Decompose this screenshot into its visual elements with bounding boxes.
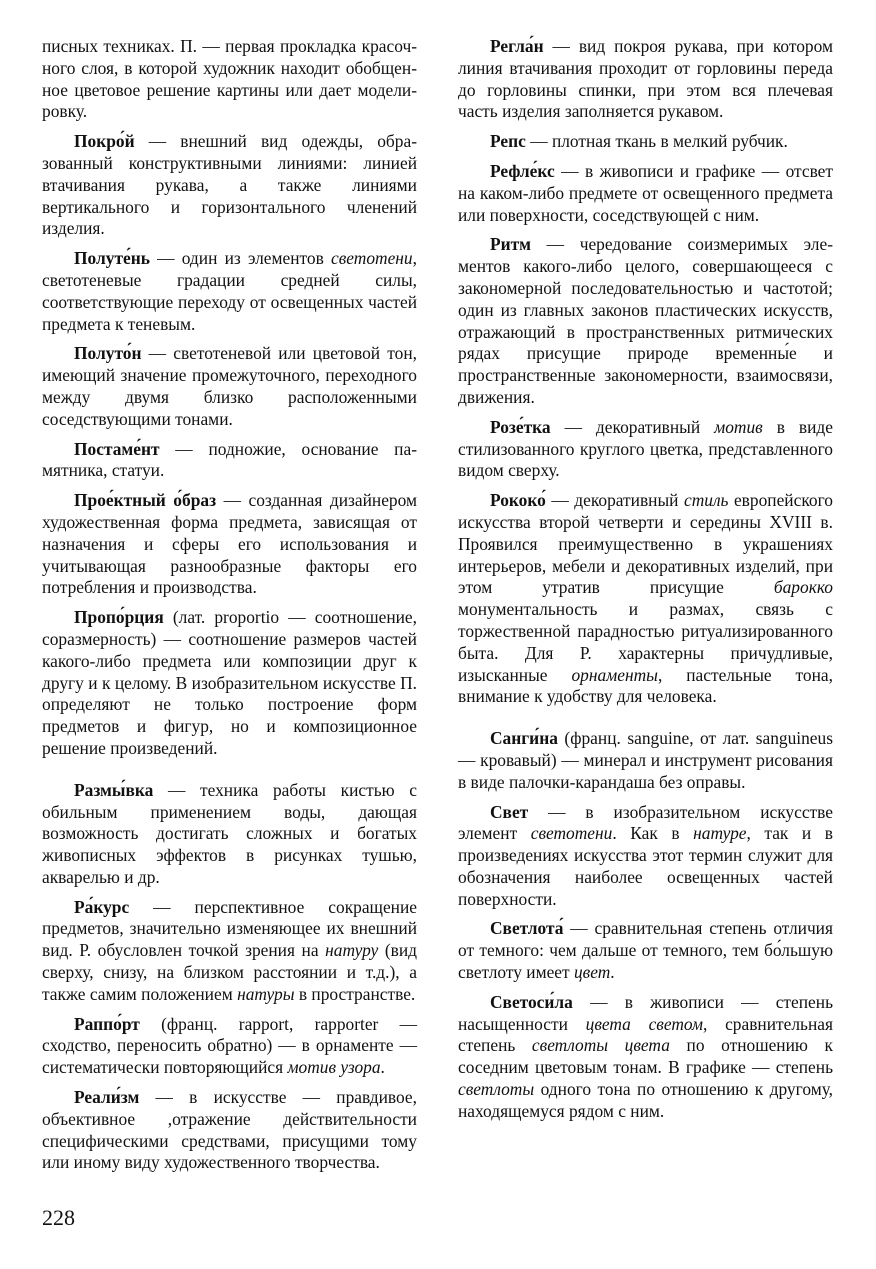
entry-rakurs [42, 897, 417, 1006]
term-headword: Размы́вка [74, 779, 154, 800]
definition-text: . Как в [612, 823, 694, 844]
entry-reglan [458, 36, 833, 123]
definition-text: (франц. sanguine, от лат. sanguineus — кровавый) — минерал и инструмент рисования в виде палочки-карандаша без оправы. [458, 728, 833, 792]
definition-text: монументальность и размах, связь с торжественной парадностью ритуализированного быта. Для Р. характерны причудливые, изысканные [458, 599, 833, 685]
left-column [42, 36, 417, 1182]
definition-text: — подножие, основание памятника, статуи. [42, 438, 417, 481]
definition-text: , пастельные тона, внимание к удобству для человека. [458, 664, 833, 707]
definition-text: — чередование соизмеримых элементов какого-либо целого, совершающееся с закономерной последовательностью и частотой; один из главных законов пластических искусств, отражающий в пространственных ритмических рядах присущие природе временны́е и пространственные закономерности, взаимосвязи, движения. [458, 234, 833, 407]
definition-text: (лат. proportio — соотношение, соразмерность) — соотношение размеров частей какого-либо предмета или композиции друг к другу и к целому. В изобразительном искусстве П. определяют не только построение форм предметов и фигур, но и композиционное решение произведений. [42, 607, 417, 758]
entry-svetosila [458, 992, 833, 1123]
entry-refleks [458, 161, 833, 226]
entry-rokoko [458, 490, 833, 708]
entry-realizm [42, 1087, 417, 1174]
definition-text: , сравнительная степень [458, 1013, 833, 1056]
term-headword: Репс [490, 131, 526, 152]
entry-postament [42, 439, 417, 483]
definition-text: (вид сверху, снизу, на близком расстоянии и т.д.), а также самим положением [42, 940, 417, 1004]
term-headword: Пропо́рция [74, 607, 164, 628]
definition-text: — плотная ткань в мелкий рубчик. [525, 131, 788, 152]
term-headword: Регла́н [490, 36, 544, 56]
term-headword: Покро́й [74, 131, 135, 152]
term-headword: Свет [490, 801, 529, 822]
entry-poluton [42, 343, 417, 430]
definition-text: — техника работы кистью с обильным применением воды, дающая возможность достигать сложных и богатых живописных эффектов в рисунках тушью, акварелью и др. [42, 779, 417, 887]
cross-reference: барокко [773, 577, 833, 598]
term-headword: Санги́на [490, 728, 558, 749]
cross-reference: светлоты цвета [531, 1035, 670, 1056]
definition-text: европейского искусства второй четверти и середины XVIII в. Проявился преимущественно в украшениях интерьеров, мебели и декоративных изделий, при этом утратив присущие [458, 490, 833, 598]
definition-text: в пространстве. [294, 983, 416, 1004]
term-headword: Постаме́нт [74, 438, 160, 459]
entry-sangina [458, 728, 833, 793]
entry-pokroy [42, 131, 417, 240]
entry-ritm [458, 234, 833, 408]
entry-poluten [42, 248, 417, 335]
definition-text: — в искусстве — правдивое, объективное ,отражение действительности специфическими средствами, присущими тому или иному виду художественного творчества. [42, 1087, 417, 1173]
term-headword: Ритм [490, 234, 532, 255]
definition-text: — внешний вид одежды, образованный конструктивными линиями: линией втачивания рукава, а также линиями вертикального и горизонтального членений изделия. [42, 131, 417, 239]
entry-svet [458, 802, 833, 911]
definition-text: — созданная дизайнером художественная форма предмета, зависящая от назначения и сферы его использования и учитывающая разнообразные факторы его потребления и производства. [42, 490, 417, 598]
entry-reps [458, 131, 833, 153]
term-headword: Розе́тка [490, 416, 551, 437]
definition-text: одного тона по отношению к другому, находящемуся рядом с ним. [458, 1079, 833, 1121]
cross-reference: цвета светом [585, 1013, 704, 1034]
definition-text: писных техниках. П. — первая прокладка красочного слоя, в которой художник находит обобщенное цветовое решение картины или дает моделировку. [42, 36, 417, 122]
definition-text: — в изобразительном искусстве элемент [458, 801, 833, 844]
definition-text: — декоративный [545, 490, 684, 511]
cross-reference: мотив [714, 416, 763, 437]
term-headword: Полуте́нь [74, 248, 150, 269]
definition-text: , светотеневые градации средней силы, соответствующие переходу от освещенных частей предмета к теневым. [42, 248, 417, 334]
entry-proektny-obraz [42, 490, 417, 599]
cross-reference: натуре [693, 823, 747, 844]
right-column [458, 36, 833, 1131]
entry-rozetka [458, 417, 833, 482]
entry-razmyvka [42, 780, 417, 889]
entry-continuation [42, 36, 417, 123]
term-headword: Светлота́ [490, 918, 564, 939]
definition-text: — сравнительная степень отличия от темного: чем дальше от темного, тем бо́льшую светлоту имеет [458, 918, 833, 983]
definition-text: . [610, 962, 615, 983]
cross-reference: мотив узора [287, 1057, 381, 1078]
definition-text: . [380, 1057, 385, 1078]
definition-text: — перспективное сокращение предметов, значительно изменяющее их внешний вид. Р. обусловлен точкой зрения на [42, 896, 417, 961]
entry-svetlota [458, 918, 833, 983]
page-number: 228 [42, 1205, 75, 1230]
cross-reference: орнаменты [571, 664, 658, 685]
entry-proportsiya [42, 607, 417, 760]
definition-text: — декоративный [550, 416, 715, 437]
definition-text: — в живописи — степень насыщенности [458, 991, 833, 1034]
cross-reference: светотени [331, 248, 413, 269]
definition-text: — вид покроя рукава, при котором линия втачивания проходит от горловины переда до горловины спинки, при этом вся плечевая часть изделия заполняется рукавом. [458, 36, 833, 122]
cross-reference: стиль [683, 490, 729, 511]
definition-text: в виде стилизованного круглого цветка, представленного видом сверху. [458, 416, 833, 481]
term-headword: Прое́ктный о́браз [74, 490, 217, 511]
term-headword: Светоси́ла [490, 991, 573, 1012]
definition-text: — светотеневой или цветовой тон, имеющий значение промежуточного, переходного между двумя близко расположенными соседствующими тонами. [42, 343, 417, 429]
cross-reference: светлоты [458, 1079, 535, 1100]
term-headword: Рефле́кс [490, 160, 555, 181]
definition-text: , так и в произведениях искусства этот термин служит для обозначения наиболее освещенных частей поверхности. [458, 823, 833, 909]
definition-text: — в живописи и графике — отсвет на каком-либо предмете от освещенного предмета или поверхности, соседствующей с ним. [458, 160, 833, 225]
term-headword: Ра́курс [74, 896, 130, 917]
entry-rapport [42, 1014, 417, 1079]
cross-reference: светотени [530, 823, 613, 844]
definition-text: по отношению к соседним цветовым тонам. В графике — степень [458, 1035, 833, 1078]
definition-text: (франц. rapport, rapporter — сходство, переносить обратно) — в орнаменте — систематически повторяющийся [42, 1013, 417, 1078]
definition-text: — один из элементов [149, 248, 332, 269]
cross-reference: натуры [237, 983, 295, 1004]
cross-reference: натуру [325, 940, 379, 961]
term-headword: Реали́зм [74, 1087, 140, 1108]
term-headword: Рококо́ [490, 490, 546, 511]
term-headword: Полуто́н [74, 343, 142, 364]
cross-reference: цвет [573, 962, 611, 983]
term-headword: Раппо́рт [74, 1013, 140, 1034]
